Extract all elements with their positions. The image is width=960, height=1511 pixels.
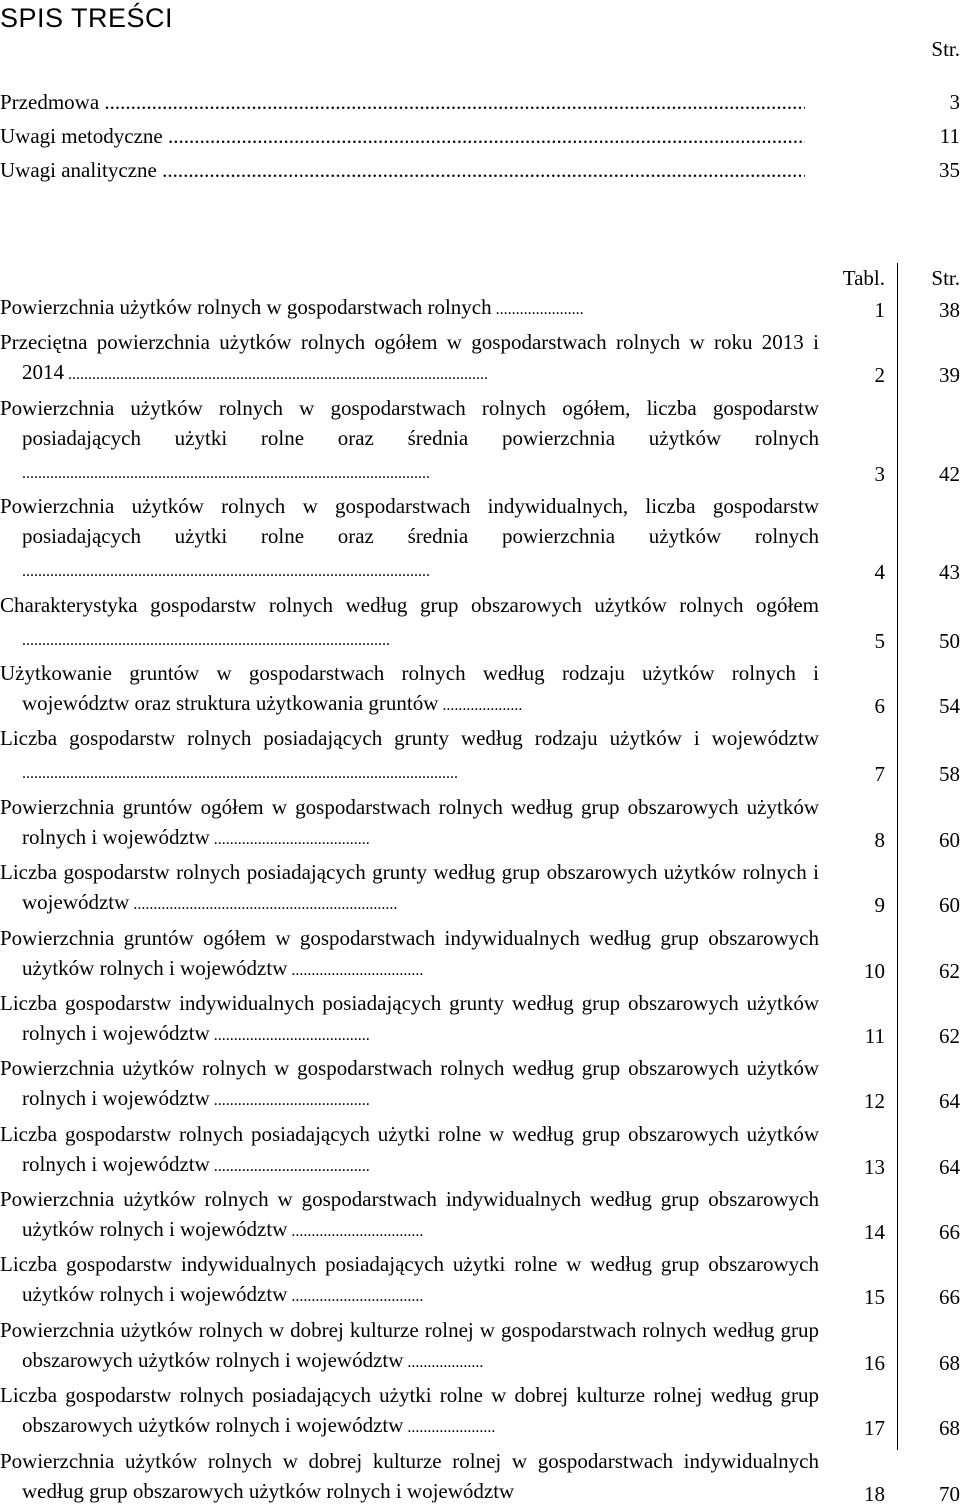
table-entry-title (0, 1315, 819, 1378)
table-entry-label: Charakterystyka gospodarstw rolnych według grup obszarowych użytków rolnych ogółem (0, 592, 819, 617)
toc-entry-label: Uwagi metodyczne ..... (0, 121, 805, 151)
table-entry-number: 10 (864, 958, 885, 983)
table-entry-title (0, 857, 819, 920)
toc-entry-page: 11 (939, 124, 960, 148)
table-entry-label: Powierzchnia użytków rolnych w gospodarstwach rolnych (0, 295, 492, 319)
table-entry[interactable] (0, 393, 960, 489)
table-entry[interactable] (0, 491, 960, 587)
table-entry-title (0, 988, 819, 1051)
table-entry-number: 1 (874, 298, 885, 322)
table-entry-number: 12 (864, 1089, 885, 1114)
table-entry-title (0, 1249, 819, 1312)
table-entry-page: 66 (939, 1285, 960, 1310)
table-entry-number: 6 (874, 693, 885, 718)
table-entry-page: 68 (939, 1416, 960, 1441)
table-entry[interactable] (0, 1249, 960, 1312)
table-entry-label: Powierzchnia gruntów ogółem w gospodarstwach rolnych według grup obszarowych użytków rolnych i województw (0, 794, 819, 849)
dot-leader: ...................................................................................................... (22, 464, 430, 482)
table-entry-title (0, 292, 819, 325)
table-entry[interactable] (0, 988, 960, 1051)
table-entry[interactable] (0, 1184, 960, 1247)
table-entry-page: 50 (939, 628, 960, 653)
table-entry-page: 43 (939, 560, 960, 585)
table-entry[interactable] (0, 857, 960, 920)
table-entry-label: Powierzchnia użytków rolnych w gospodarstwach indywidualnych, liczba gospodarstw posiadających użytki rolne oraz średnia powierzchnia użytków rolnych (0, 494, 819, 549)
table-entry-number: 16 (864, 1350, 885, 1375)
table-entry[interactable] (0, 1315, 960, 1378)
table-entry-number: 4 (874, 560, 885, 585)
dot-leader: ....................................... (209, 1026, 370, 1044)
table-entry-page: 70 (939, 1481, 960, 1506)
table-entry-page: 62 (939, 958, 960, 983)
table-entry-page: 38 (939, 298, 960, 322)
table-entry-number: 11 (864, 1023, 885, 1048)
table-entry-title (0, 723, 819, 789)
toc-entry-page: 35 (939, 158, 960, 182)
table-entry-page: 66 (939, 1220, 960, 1245)
table-entry-page: 68 (939, 1350, 960, 1375)
dot-leader: ............................................................................................................. (22, 765, 458, 783)
table-entry-label: Powierzchnia użytków rolnych w gospodarstwach rolnych według grup obszarowych użytków rolnych i województw (0, 1056, 819, 1111)
table-entry[interactable] (0, 590, 960, 656)
table-entry-title (0, 491, 819, 587)
toc-entry-page: 3 (949, 90, 960, 114)
table-entry-title (0, 1119, 819, 1182)
table-entry-title (0, 590, 819, 656)
table-entry-page: 62 (939, 1023, 960, 1048)
table-entry[interactable] (0, 723, 960, 789)
table-entry[interactable] (0, 1446, 960, 1509)
table-page-column-header: Str. (931, 266, 960, 290)
table-entry-title (0, 792, 819, 855)
front-page-column-header: Str. (931, 37, 960, 61)
table-entry-number: 8 (874, 827, 885, 852)
table-entry-title (0, 393, 819, 489)
dot-leader: ................................. (287, 1223, 424, 1241)
table-entry[interactable] (0, 292, 960, 325)
table-entry-label: Powierzchnia użytków rolnych w gospodarstwach rolnych ogółem, liczba gospodarstw posiadających użytki rolne oraz średnia powierzchnia użytków rolnych (0, 395, 819, 450)
front-matter-list (0, 87, 960, 189)
table-entry-number: 14 (864, 1220, 885, 1245)
table-entry[interactable] (0, 327, 960, 390)
dot-leader: ....................................... (209, 830, 370, 848)
table-entry-label: Liczba gospodarstw rolnych posiadających użytki rolne w według grup obszarowych użytków rolnych i województw (0, 1121, 819, 1176)
toc-entry[interactable] (0, 87, 960, 121)
table-entry-page: 64 (939, 1154, 960, 1179)
table-entry-title (0, 923, 819, 986)
dot-leader: ................... (403, 1353, 484, 1371)
table-entry-title (0, 1053, 819, 1116)
dot-leader: ................................. (287, 1288, 424, 1306)
tables-list (0, 292, 960, 1511)
dot-leader: ......................................................................................................... (64, 366, 488, 384)
table-entry-page: 54 (939, 693, 960, 718)
table-entry-title (0, 327, 819, 390)
dot-leader: .................................................................. (129, 896, 398, 914)
table-entry-label: Liczba gospodarstw indywidualnych posiadających użytki rolne w według grup obszarowych użytków rolnych i województw (0, 1252, 819, 1307)
dot-leader: ................................. (287, 961, 424, 979)
page-title: SPIS TREŚCI (0, 3, 174, 33)
table-entry-page: 42 (939, 461, 960, 486)
table-entry-label: Powierzchnia gruntów ogółem w gospodarstwach indywidualnych według grup obszarowych użytków rolnych i województw (0, 925, 819, 980)
table-entry-page: 39 (939, 363, 960, 388)
table-entry[interactable] (0, 792, 960, 855)
table-entry[interactable] (0, 1053, 960, 1116)
table-entry-label: Użytkowanie gruntów w gospodarstwach rolnych według rodzaju użytków rolnych i województw oraz struktura użytkowania gruntów (0, 660, 819, 715)
dot-leader: ....................................... (209, 1157, 370, 1175)
table-entry-title (0, 1184, 819, 1247)
dot-leader: .................... (438, 696, 523, 714)
dot-leader: ....................................... (209, 1092, 370, 1110)
table-entry-label: Powierzchnia użytków rolnych w gospodarstwach indywidualnych według grup obszarowych użytków rolnych i województw (0, 1187, 819, 1242)
dot-leader: ...................... (403, 1419, 496, 1437)
toc-entry[interactable] (0, 121, 960, 155)
table-entry-label: Liczba gospodarstw indywidualnych posiadających grunty według grup obszarowych użytków rolnych i województw (0, 990, 819, 1045)
table-entry[interactable] (0, 923, 960, 986)
toc-entry-label: Uwagi analityczne ..... (0, 155, 805, 185)
table-entry-label: Liczba gospodarstw rolnych posiadających grunty według grup obszarowych użytków rolnych i województw (0, 860, 819, 915)
toc-entry[interactable] (0, 155, 960, 189)
table-entry-number: 15 (864, 1285, 885, 1310)
table-entry-number: 2 (874, 363, 885, 388)
table-entry-number: 13 (864, 1154, 885, 1179)
table-entry-page: 64 (939, 1089, 960, 1114)
table-entry-page: 58 (939, 762, 960, 787)
toc-entry-label: Przedmowa ..... (0, 87, 805, 117)
table-entry-label: Powierzchnia użytków rolnych w dobrej kulturze rolnej w gospodarstwach rolnych według grup obszarowych użytków rolnych i województw (0, 1317, 819, 1372)
table-entry-label: Liczba gospodarstw rolnych posiadających grunty według rodzaju użytków i województw (0, 726, 819, 751)
table-entry-title (0, 1380, 819, 1443)
table-entry-number: 9 (874, 893, 885, 918)
table-entry[interactable] (0, 1119, 960, 1182)
table-entry-label: Powierzchnia użytków rolnych w dobrej kulturze rolnej w gospodarstwach indywidualnych według grup obszarowych użytków rolnych i województw (0, 1448, 819, 1503)
table-entry-title (0, 658, 819, 721)
table-entry-number: 18 (864, 1481, 885, 1506)
dot-leader: ............................................................................................ (22, 631, 390, 649)
table-entry-label: Przeciętna powierzchnia użytków rolnych ogółem w gospodarstwach rolnych w roku 2013 i 2014 (0, 330, 819, 385)
table-number-column-header: Tabl. (842, 266, 885, 290)
table-entry-number: 7 (874, 762, 885, 787)
table-entry-title (0, 1446, 819, 1509)
table-entry-number: 5 (874, 628, 885, 653)
table-entry-label: Liczba gospodarstw rolnych posiadających użytki rolne w dobrej kulturze rolnej według grup obszarowych użytków rolnych i województw (0, 1383, 819, 1438)
dot-leader: ...................................................................................................... (22, 563, 430, 581)
table-entry-number: 3 (874, 461, 885, 486)
table-entry-number: 17 (864, 1416, 885, 1441)
table-entry-page: 60 (939, 827, 960, 852)
table-entry[interactable] (0, 1380, 960, 1443)
table-entry-page: 60 (939, 893, 960, 918)
dot-leader: ...................... (491, 301, 584, 318)
table-entry[interactable] (0, 658, 960, 721)
